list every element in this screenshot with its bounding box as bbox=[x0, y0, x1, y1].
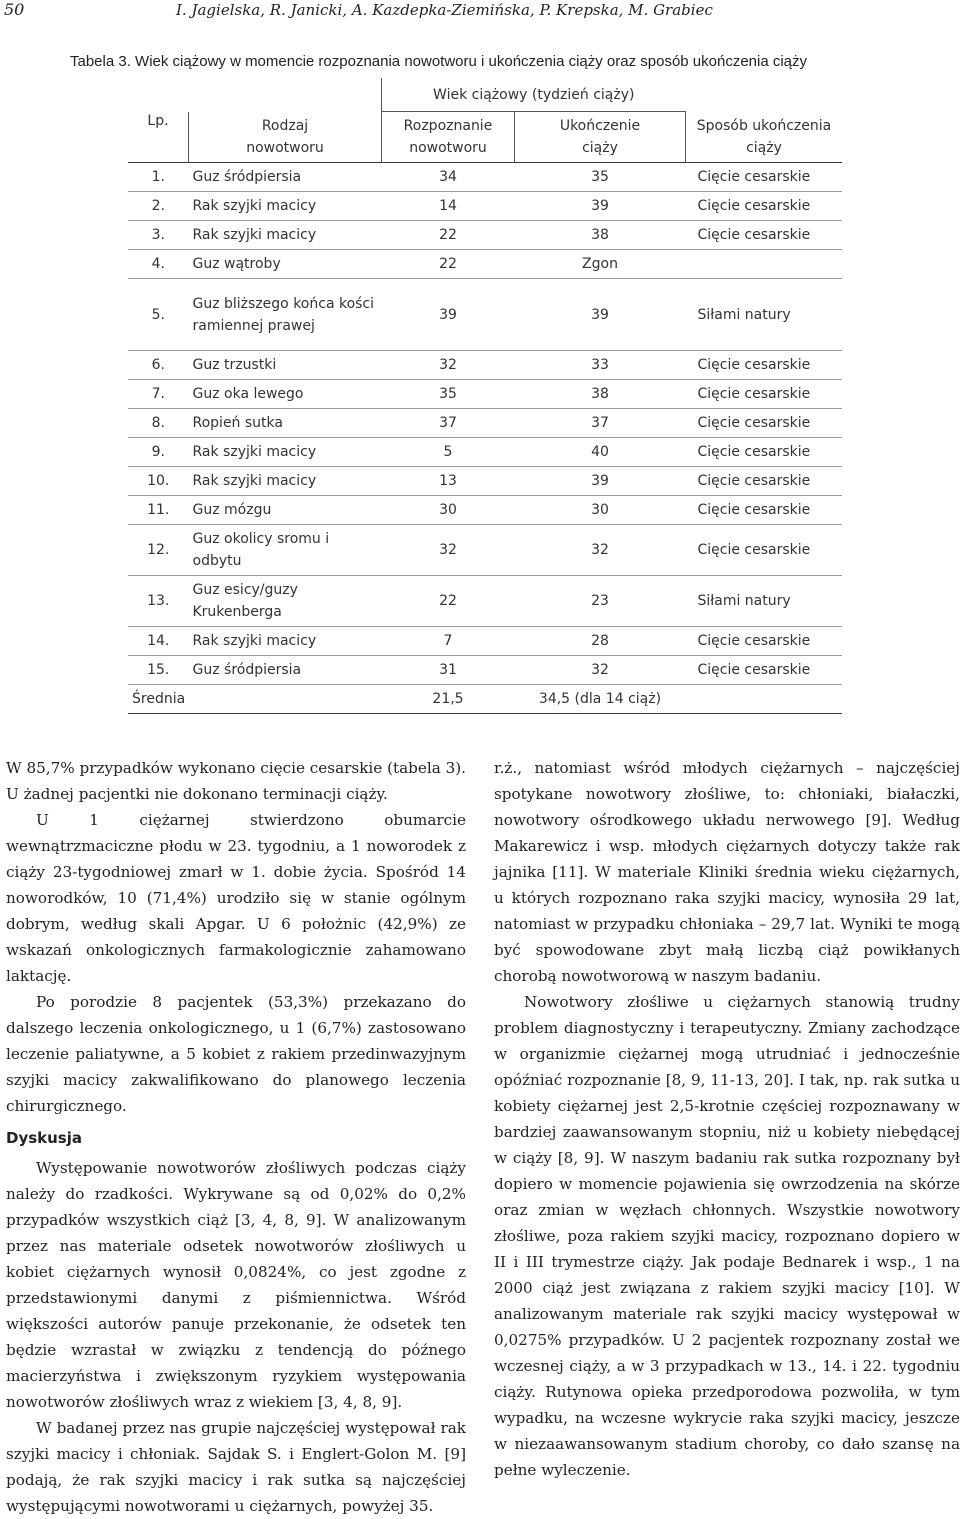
left-column bbox=[6, 755, 466, 1519]
cell-mode bbox=[686, 250, 843, 279]
cell-end: Zgon bbox=[515, 250, 686, 279]
table-row bbox=[128, 279, 842, 351]
cell-type: Guz śródpiersia bbox=[189, 656, 382, 685]
cell-diagnosis: 35 bbox=[382, 380, 515, 409]
cell-lp: 10. bbox=[128, 467, 189, 496]
cell-diagnosis: 30 bbox=[382, 496, 515, 525]
cell-mode: Cięcie cesarskie bbox=[686, 163, 843, 192]
cell-diagnosis: 13 bbox=[382, 467, 515, 496]
running-header bbox=[0, 0, 960, 20]
cell-diagnosis: 22 bbox=[382, 576, 515, 627]
cell-end: 40 bbox=[515, 438, 686, 467]
header-type-text: Rodzaj nowotworu bbox=[246, 117, 324, 156]
cell-lp: 2. bbox=[128, 192, 189, 221]
cell-lp: 15. bbox=[128, 656, 189, 685]
table-body bbox=[128, 163, 842, 714]
cell-end: 39 bbox=[515, 279, 686, 351]
table-row bbox=[128, 351, 842, 380]
cell-type: Guz śródpiersia bbox=[189, 163, 382, 192]
table-row bbox=[128, 525, 842, 576]
table-row bbox=[128, 627, 842, 656]
header-diagnosis-text: Rozpoznanie nowotworu bbox=[403, 118, 493, 156]
cell-type: Guz wątroby bbox=[189, 250, 382, 279]
cell-type: Rak szyjki macicy bbox=[189, 627, 382, 656]
cell-lp: 8. bbox=[128, 409, 189, 438]
header-end-text: Ukończenie ciąży bbox=[559, 118, 641, 156]
results-table bbox=[128, 78, 842, 714]
cell-end: 38 bbox=[515, 380, 686, 409]
cell-lp: 1. bbox=[128, 163, 189, 192]
cell-lp: 14. bbox=[128, 627, 189, 656]
cell-lp: 13. bbox=[128, 576, 189, 627]
cell-diagnosis: 39 bbox=[382, 279, 515, 351]
cell-mode: Cięcie cesarskie bbox=[686, 656, 843, 685]
cell-mode: Cięcie cesarskie bbox=[686, 496, 843, 525]
running-authors: I. Jagielska, R. Janicki, A. Kazdepka-Ziemińska, P. Krepska, M. Grabiec bbox=[176, 1, 713, 19]
cell-type: Guz esicy/guzy Krukenberga bbox=[189, 576, 382, 627]
cell-type: Guz oka lewego bbox=[189, 380, 382, 409]
cell-mean-diagnosis: 21,5 bbox=[382, 685, 515, 714]
right-column bbox=[494, 755, 960, 1483]
header-lp: Lp. bbox=[147, 112, 169, 129]
cell-mode: Cięcie cesarskie bbox=[686, 467, 843, 496]
cell-diagnosis: 22 bbox=[382, 250, 515, 279]
cell-diagnosis: 32 bbox=[382, 525, 515, 576]
cell-mean-end: 34,5 (dla 14 ciąż) bbox=[515, 685, 686, 714]
left-paragraph-5: W badanej przez nas grupie najczęściej występował rak szyjki macicy i chłoniak. Sajdak S. i Englert-Golon M. [9] podają, że rak szyjki macicy i rak sutka są najczęściej występującymi nowotworami u ciężarnych, powyżej 35. bbox=[6, 1419, 466, 1515]
cell-end: 37 bbox=[515, 409, 686, 438]
cell-diagnosis: 14 bbox=[382, 192, 515, 221]
cell-type: Rak szyjki macicy bbox=[189, 192, 382, 221]
left-paragraph-4: Występowanie nowotworów złośliwych podczas ciąży należy do rzadkości. Wykrywane są od 0,02% do 0,2% przypadków wszystkich ciąż [3, 4, 8, 9]. W analizowanym przez nas materiale odsetek nowotworów złośliwych u kobiet ciężarnych wynosił 0,0824%, co jest zgodne z przedstawionymi danymi z piśmiennictwa. Wśród większości autorów panuje przekonanie, że odsetek ten będzie wzrastał w związku z tendencją do późnego macierzyństwa i zwiększonym ryzykiem występowania nowotworów złośliwych wraz z wiekiem [3, 4, 8, 9]. bbox=[6, 1159, 466, 1411]
cell-end: 32 bbox=[515, 525, 686, 576]
header-type bbox=[189, 112, 382, 163]
table-row bbox=[128, 221, 842, 250]
cell-end: 23 bbox=[515, 576, 686, 627]
group-header-gestational-age: Wiek ciążowy (tydzień ciąży) bbox=[382, 78, 686, 112]
cell-diagnosis: 37 bbox=[382, 409, 515, 438]
cell-diagnosis: 32 bbox=[382, 351, 515, 380]
cell-type: Ropień sutka bbox=[189, 409, 382, 438]
page-number: 50 bbox=[4, 0, 25, 19]
cell-mode: Cięcie cesarskie bbox=[686, 351, 843, 380]
table-row bbox=[128, 250, 842, 279]
cell-mean-label: Średnia bbox=[128, 685, 382, 714]
right-paragraph-2: Nowotwory złośliwe u ciężarnych stanowią trudny problem diagnostyczny i terapeutyczny. Zmiany zachodzące w organizmie ciężarnej mogą utrudniać i jednocześnie opóźniać rozpoznanie [8, 9, 11-13, 20]. I tak, np. rak sutka u kobiety ciężarnej jest 2,5-krotnie częściej rozpoznawany w bardziej zaawansowanym stopniu, niż u kobiety niebędącej w ciąży [8, 9]. W naszym badaniu rak sutka rozpoznany był dopiero w momencie pojawienia się owrzodzenia na skórze oraz zmian w węzłach chłonnych. Wszystkie nowotwory złośliwe, poza rakiem szyjki macicy, rozpoznano dopiero w II i III trymestrze ciąży. Jak podaje Bednarek i wsp., 1 na 2000 ciąż jest związana z rakiem szyjki macicy [10]. W analizowanym materiale rak szyjki macicy występował w 0,0275% przypadków. U 2 pacjentek rozpoznany został we wczesnej ciąży, a w 3 przypadkach w 13., 14. i 22. tygodniu ciąży. Rutynowa opieka przedporodowa pozwoliła, w tym wypadku, na wczesne wykrycie raka szyjki macicy, jeszcze w niezaawansowanym stadium choroby, co dało szansę na pełne wyleczenie. bbox=[494, 993, 960, 1479]
cell-lp: 7. bbox=[128, 380, 189, 409]
table-row bbox=[128, 467, 842, 496]
cell-diagnosis: 5 bbox=[382, 438, 515, 467]
table-header-row bbox=[128, 112, 842, 163]
table-row bbox=[128, 496, 842, 525]
cell-end: 28 bbox=[515, 627, 686, 656]
cell-diagnosis: 34 bbox=[382, 163, 515, 192]
cell-lp: 3. bbox=[128, 221, 189, 250]
header-diagnosis bbox=[382, 112, 515, 163]
cell-type: Guz mózgu bbox=[189, 496, 382, 525]
cell-diagnosis: 7 bbox=[382, 627, 515, 656]
cell-mode: Cięcie cesarskie bbox=[686, 438, 843, 467]
cell-mode: Cięcie cesarskie bbox=[686, 627, 843, 656]
cell-diagnosis: 31 bbox=[382, 656, 515, 685]
cell-end: 35 bbox=[515, 163, 686, 192]
header-mode-text: Sposób ukończenia ciąży bbox=[696, 117, 832, 156]
table-row-mean bbox=[128, 685, 842, 714]
cell-lp: 11. bbox=[128, 496, 189, 525]
table-caption: Tabela 3. Wiek ciążowy w momencie rozpoznania nowotworu i ukończenia ciąży oraz sposób ukończenia ciąży bbox=[70, 53, 808, 70]
cell-end: 33 bbox=[515, 351, 686, 380]
right-paragraph-1: r.ż., natomiast wśród młodych ciężarnych – najczęściej spotykane nowotwory złośliwe, to: chłoniaki, białaczki, nowotwory ośrodkowego układu nerwowego [9]. Według Makarewicz i wsp. młodych ciężarnych dotyczy także rak jajnika [11]. W materiale Kliniki średnia wieku ciężarnych, u których rozpoznano raka szyjki macicy, wynosiła 29 lat, natomiast w przypadku chłoniaka – 29,7 lat. Wyniki te mogą być spowodowane zbyt małą liczbą ciąż powikłanych chorobą nowotworową w naszym badaniu. bbox=[494, 759, 960, 985]
table-row bbox=[128, 163, 842, 192]
cell-mode: Cięcie cesarskie bbox=[686, 525, 843, 576]
cell-lp: 6. bbox=[128, 351, 189, 380]
cell-mode: Siłami natury bbox=[686, 279, 843, 351]
left-paragraph-1: W 85,7% przypadków wykonano cięcie cesarskie (tabela 3). U żadnej pacjentki nie dokonano terminacji ciąży. bbox=[6, 759, 467, 803]
cell-end: 30 bbox=[515, 496, 686, 525]
cell-type: Rak szyjki macicy bbox=[189, 438, 382, 467]
cell-mode: Siłami natury bbox=[686, 576, 843, 627]
cell-end: 39 bbox=[515, 192, 686, 221]
cell-mode: Cięcie cesarskie bbox=[686, 221, 843, 250]
cell-lp: 9. bbox=[128, 438, 189, 467]
table-group-header-row bbox=[128, 78, 842, 112]
cell-type: Rak szyjki macicy bbox=[189, 221, 382, 250]
cell-end: 32 bbox=[515, 656, 686, 685]
cell-end: 38 bbox=[515, 221, 686, 250]
header-end bbox=[515, 112, 686, 163]
cell-mode: Cięcie cesarskie bbox=[686, 380, 843, 409]
cell-type: Rak szyjki macicy bbox=[189, 467, 382, 496]
cell-mean-mode bbox=[686, 685, 843, 714]
cell-diagnosis: 22 bbox=[382, 221, 515, 250]
cell-mode: Cięcie cesarskie bbox=[686, 192, 843, 221]
section-heading-discussion: Dyskusja bbox=[6, 1129, 83, 1147]
table-row bbox=[128, 192, 842, 221]
table-row bbox=[128, 409, 842, 438]
table-row bbox=[128, 656, 842, 685]
header-mode bbox=[686, 112, 843, 163]
cell-type: Guz bliższego końca kości ramiennej prawej bbox=[189, 279, 382, 351]
left-paragraph-2: U 1 ciężarnej stwierdzono obumarcie wewnątrzmaciczne płodu w 23. tygodniu, a 1 noworodek z ciąży 23-tygodniowej zmarł w 1. dobie życia. Spośród 14 noworodków, 10 (71,4%) urodziło się w stanie ogólnym dobrym, według skali Apgar. U 6 położnic (42,9%) ze wskazań onkologicznych farmakologicznie zahamowano laktację. bbox=[6, 811, 466, 985]
table-row bbox=[128, 576, 842, 627]
left-paragraph-3: Po porodzie 8 pacjentek (53,3%) przekazano do dalszego leczenia onkologicznego, u 1 (6,7%) zastosowano leczenie paliatywne, a 5 kobiet z rakiem przedinwazyjnym szyjki macicy zakwalifikowano do planowego leczenia chirurgicznego. bbox=[6, 993, 466, 1115]
table-row bbox=[128, 438, 842, 467]
cell-end: 39 bbox=[515, 467, 686, 496]
cell-type: Guz trzustki bbox=[189, 351, 382, 380]
cell-lp: 4. bbox=[128, 250, 189, 279]
cell-type: Guz okolicy sromu i odbytu bbox=[189, 525, 382, 576]
table-row bbox=[128, 380, 842, 409]
cell-lp: 5. bbox=[128, 279, 189, 351]
cell-mode: Cięcie cesarskie bbox=[686, 409, 843, 438]
cell-lp: 12. bbox=[128, 525, 189, 576]
